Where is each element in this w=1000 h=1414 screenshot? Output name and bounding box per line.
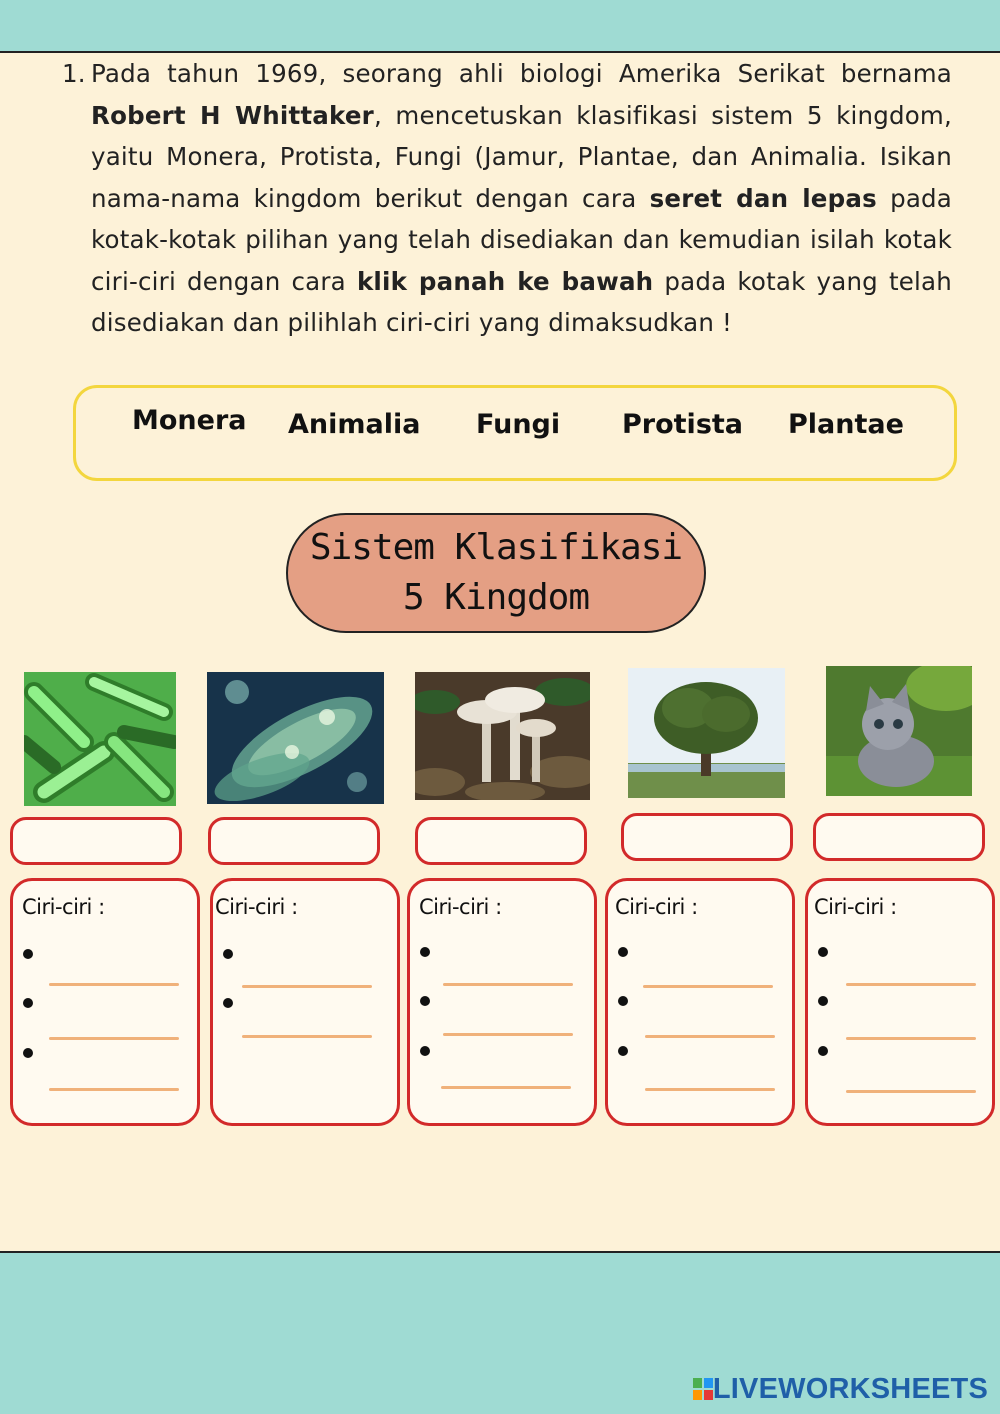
traits-label: Ciri-ciri :	[615, 895, 698, 919]
instruction-emphasis: klik panah ke bawah	[356, 266, 654, 296]
bullet-icon	[223, 949, 233, 959]
title-line-1: Sistem Klasifikasi	[309, 527, 683, 568]
instruction-text	[62, 53, 952, 344]
traits-card-2	[210, 878, 400, 1126]
drop-box-3[interactable]	[415, 817, 587, 865]
instruction-segment: Pada tahun 1969, seorang ahli biologi Amerika Serikat bernama	[91, 59, 952, 88]
bullet-icon	[818, 1046, 828, 1056]
drop-box-2[interactable]	[208, 817, 380, 865]
drop-box-4[interactable]	[621, 813, 793, 861]
traits-card-3	[407, 878, 597, 1126]
bullet-icon	[818, 996, 828, 1006]
brand-logo[interactable]: LIVEWORKSHEETS	[712, 1373, 988, 1405]
bullet-icon	[420, 1046, 430, 1056]
kitten-image	[826, 666, 972, 796]
trait-select[interactable]	[443, 1033, 573, 1036]
trait-select[interactable]	[242, 985, 372, 988]
mushroom-image	[415, 672, 590, 800]
instruction-segment: , mencetuskan klasifikasi sistem 5 kingdom, yaitu Monera, Protista, Fungi (Jamur, Plantae, dan Animalia. Isikan nama-nama kingdom berikut dengan cara	[91, 100, 952, 213]
bullet-icon	[420, 996, 430, 1006]
bullet-icon	[420, 947, 430, 957]
liveworksheets-logo-icon	[693, 1378, 713, 1400]
chip-monera[interactable]: Monera	[132, 405, 247, 436]
bullet-icon	[818, 947, 828, 957]
drop-box-1[interactable]	[10, 817, 182, 865]
bacteria-image	[24, 672, 176, 806]
instruction-segment: pada kotak-kotak pilihan yang telah disediakan dan kemudian isilah kotak ciri-ciri dengan cara	[91, 183, 952, 296]
bullet-icon	[618, 1046, 628, 1056]
traits-label: Ciri-ciri :	[215, 895, 298, 919]
instruction-emphasis: Robert H Whittaker	[91, 100, 374, 130]
traits-card-1	[10, 878, 200, 1126]
trait-select[interactable]	[645, 1088, 775, 1091]
chip-plantae[interactable]: Plantae	[788, 409, 904, 440]
traits-label: Ciri-ciri :	[22, 895, 105, 919]
instruction-segment: pada kotak yang telah disediakan dan pilihlah ciri-ciri yang dimaksudkan !	[91, 266, 952, 337]
question-number: 1.	[62, 59, 86, 88]
instruction-emphasis: seret dan lepas	[649, 183, 877, 213]
paramecium-image	[207, 672, 384, 804]
drop-box-5[interactable]	[813, 813, 985, 861]
trait-select[interactable]	[846, 983, 976, 986]
bullet-icon	[23, 998, 33, 1008]
trait-select[interactable]	[846, 1090, 976, 1093]
title-line-2: 5 Kingdom	[402, 577, 590, 618]
traits-card-5	[805, 878, 995, 1126]
worksheet-page	[0, 51, 1000, 1253]
trait-select[interactable]	[441, 1086, 571, 1089]
chip-fungi[interactable]: Fungi	[476, 409, 561, 440]
word-bank	[73, 385, 957, 481]
bullet-icon	[618, 996, 628, 1006]
section-title	[286, 513, 706, 633]
instruction-body	[91, 53, 952, 344]
trait-select[interactable]	[49, 1037, 179, 1040]
traits-label: Ciri-ciri :	[814, 895, 897, 919]
traits-card-4	[605, 878, 795, 1126]
tree-image	[628, 668, 785, 798]
trait-select[interactable]	[645, 1035, 775, 1038]
trait-select[interactable]	[443, 983, 573, 986]
trait-select[interactable]	[49, 983, 179, 986]
trait-select[interactable]	[643, 985, 773, 988]
bullet-icon	[23, 1048, 33, 1058]
chip-protista[interactable]: Protista	[622, 409, 744, 440]
trait-select[interactable]	[242, 1035, 372, 1038]
bullet-icon	[223, 998, 233, 1008]
trait-select[interactable]	[846, 1037, 976, 1040]
traits-label: Ciri-ciri :	[419, 895, 502, 919]
trait-select[interactable]	[49, 1088, 179, 1091]
chip-animalia[interactable]: Animalia	[288, 409, 421, 440]
bullet-icon	[618, 947, 628, 957]
bullet-icon	[23, 949, 33, 959]
